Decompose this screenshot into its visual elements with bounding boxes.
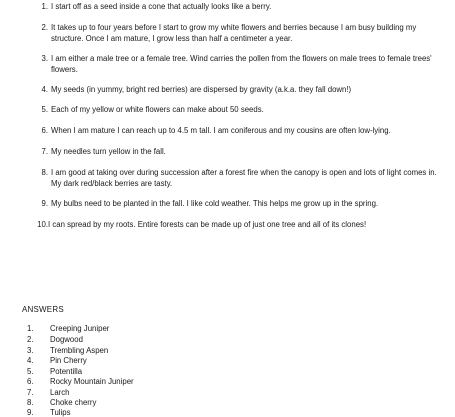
clue-text: Each of my yellow or white flowers can make about 50 seeds. [51, 105, 264, 114]
answer-number: 6. [27, 377, 34, 386]
clue-number: 9. [41, 199, 48, 208]
answer-text: Creeping Juniper [50, 324, 110, 333]
answer-text: Tulips [50, 408, 71, 417]
clue-text: My needles turn yellow in the fall. [51, 147, 166, 156]
clue-number: 6. [41, 126, 48, 135]
clue-text: It takes up to four years before I start to grow my white flowers and berries because I am busy building my structure. Once I am mature, I grow less than half a centimeter a year. [51, 23, 417, 43]
clue-number: 3. [41, 54, 48, 63]
clue-number: 5. [41, 105, 48, 114]
answer-text: Larch [50, 388, 70, 397]
answer-text: Pin Cherry [50, 356, 87, 365]
answers-heading: ANSWERS [22, 305, 64, 314]
clue-text: My bulbs need to be planted in the fall. I like cold weather. This helps me grow up in the spring. [51, 199, 379, 208]
clue-number: 1. [41, 2, 48, 11]
clue-text: I start off as a seed inside a cone that actually looks like a berry. [51, 2, 272, 11]
clue-text: When I am mature I can reach up to 4.5 m tall. I am coniferous and my cousins are often low-lying. [51, 126, 391, 135]
clue-text: I can spread by my roots. Entire forests can be made up of just one tree and all of its clones! [48, 220, 367, 229]
answer-number: 9. [27, 408, 34, 417]
clue-number: 10. [37, 220, 48, 229]
answer-text: Rocky Mountain Juniper [50, 377, 134, 386]
clue-number: 2. [41, 23, 48, 32]
clue-text: I am either a male tree or a female tree. Wind carries the pollen from the flowers on male trees to female trees' flowers. [51, 54, 432, 74]
answer-number: 3. [27, 346, 34, 355]
clue-text: I am good at taking over during succession after a forest fire when the canopy is open and lots of light comes in. My dark red/black berries are tasty. [51, 168, 437, 188]
answer-text: Trembling Aspen [50, 346, 109, 355]
answer-number: 1. [27, 324, 34, 333]
clue-number: 7. [41, 147, 48, 156]
answer-text: Dogwood [50, 335, 83, 344]
answer-number: 5. [27, 367, 34, 376]
answer-number: 4. [27, 356, 34, 365]
answer-number: 2. [27, 335, 34, 344]
answer-number: 7. [27, 388, 34, 397]
clue-number: 8. [41, 168, 48, 177]
answer-text: Choke cherry [50, 398, 97, 407]
clue-text: My seeds (in yummy, bright red berries) are dispersed by gravity (a.k.a. they fall down!) [51, 85, 352, 94]
answer-text: Potentilla [50, 367, 83, 376]
answer-number: 8. [27, 398, 34, 407]
clue-number: 4. [41, 85, 48, 94]
